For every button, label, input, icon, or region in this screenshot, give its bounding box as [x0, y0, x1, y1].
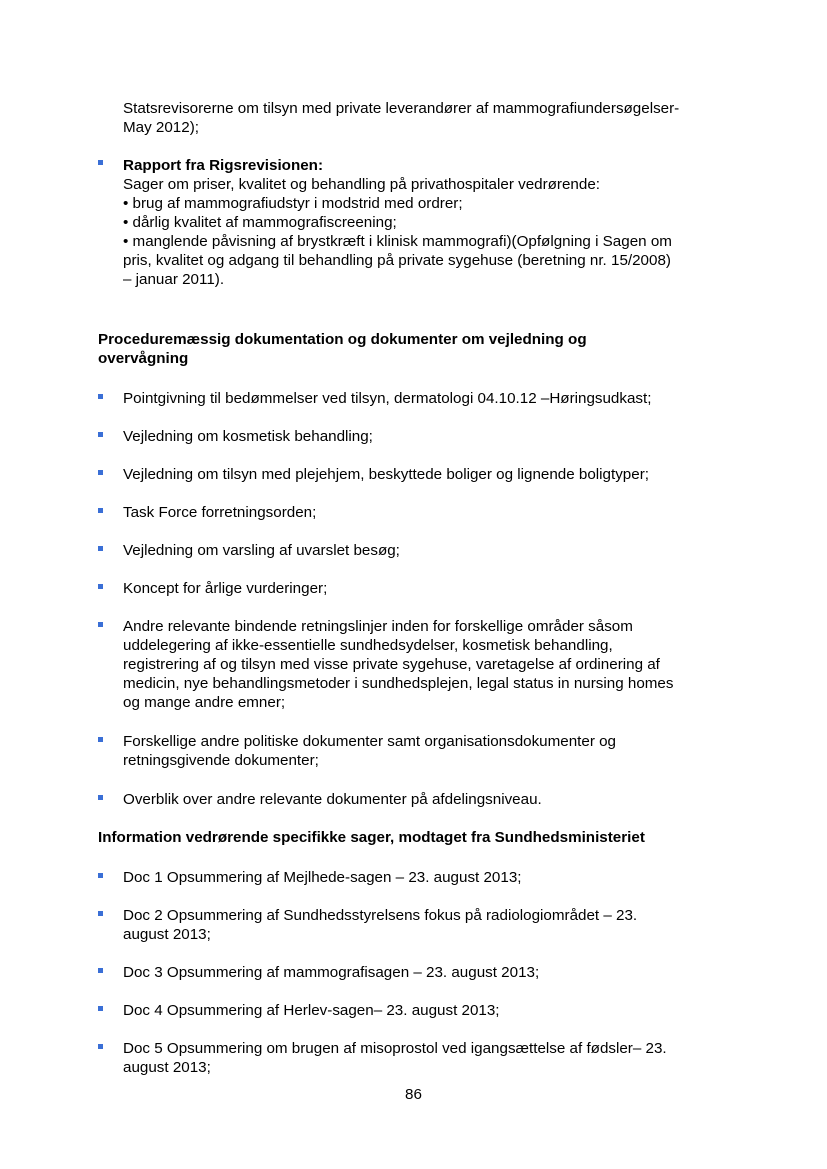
bullet-marker	[98, 1006, 103, 1011]
list-item: Vejledning om tilsyn med plejehjem, beskyttede boliger og lignende boligtyper;	[123, 466, 649, 483]
rigsrevisionen-line: • manglende påvisning af brystkræft i klinisk mammografi)(Opfølgning i Sagen om	[123, 233, 672, 250]
list-item: Overblik over andre relevante dokumenter på afdelingsniveau.	[123, 791, 542, 808]
list-item: uddelegering af ikke-essentielle sundhedsydelser, kosmetisk behandling,	[123, 637, 613, 654]
list-item: Doc 3 Opsummering af mammografisagen – 23. august 2013;	[123, 964, 540, 981]
list-item: Koncept for årlige vurderinger;	[123, 580, 328, 597]
rigsrevisionen-title: Rapport fra Rigsrevisionen:	[123, 157, 324, 174]
list-item: Task Force forretningsorden;	[123, 504, 317, 521]
intro-line: Statsrevisorerne om tilsyn med private leverandører af mammografiundersøgelser-	[123, 100, 680, 117]
rigsrevisionen-line: – januar 2011).	[123, 271, 225, 288]
bullet-marker	[98, 394, 103, 399]
bullet-marker	[98, 737, 103, 742]
list-item: og mange andre emner;	[123, 694, 286, 711]
list-item: august 2013;	[123, 1059, 211, 1076]
rigsrevisionen-line: • brug af mammografiudstyr i modstrid med ordrer;	[123, 195, 463, 212]
list-item: Vejledning om varsling af uvarslet besøg;	[123, 542, 400, 559]
list-item: medicin, nye behandlingsmetoder i sundhedsplejen, legal status in nursing homes	[123, 675, 674, 692]
section-heading: overvågning	[98, 350, 189, 367]
bullet-marker	[98, 470, 103, 475]
bullet-marker	[98, 622, 103, 627]
bullet-marker	[98, 795, 103, 800]
section-heading: Proceduremæssig dokumentation og dokumenter om vejledning og	[98, 331, 587, 348]
bullet-marker	[98, 873, 103, 878]
list-item: august 2013;	[123, 926, 211, 943]
list-item: retningsgivende dokumenter;	[123, 752, 319, 769]
rigsrevisionen-line: • dårlig kvalitet af mammografiscreening;	[123, 214, 397, 231]
list-item: Doc 1 Opsummering af Mejlhede-sagen – 23. august 2013;	[123, 869, 522, 886]
rigsrevisionen-line: Sager om priser, kvalitet og behandling på privathospitaler vedrørende:	[123, 176, 600, 193]
bullet-marker	[98, 432, 103, 437]
list-item: Forskellige andre politiske dokumenter samt organisationsdokumenter og	[123, 733, 617, 750]
list-item: Andre relevante bindende retningslinjer inden for forskellige områder såsom	[123, 618, 633, 635]
list-item: Doc 4 Opsummering af Herlev-sagen– 23. august 2013;	[123, 1002, 500, 1019]
bullet-marker	[98, 160, 103, 165]
bullet-marker	[98, 911, 103, 916]
section-heading: Information vedrørende specifikke sager, modtaget fra Sundhedsministeriet	[98, 829, 645, 846]
rigsrevisionen-line: pris, kvalitet og adgang til behandling på private sygehuse (beretning nr. 15/2008)	[123, 252, 671, 269]
bullet-marker	[98, 968, 103, 973]
bullet-marker	[98, 546, 103, 551]
intro-line: May 2012);	[123, 119, 199, 136]
list-item: registrering af og tilsyn med visse private sygehuse, varetagelse af ordinering af	[123, 656, 660, 673]
list-item: Doc 5 Opsummering om brugen af misoprostol ved igangsættelse af fødsler– 23.	[123, 1040, 667, 1057]
bullet-marker	[98, 584, 103, 589]
bullet-marker	[98, 508, 103, 513]
list-item: Pointgivning til bedømmelser ved tilsyn, dermatologi 04.10.12 –Høringsudkast;	[123, 390, 652, 407]
bullet-marker	[98, 1044, 103, 1049]
page-number: 86	[405, 1086, 422, 1103]
list-item: Vejledning om kosmetisk behandling;	[123, 428, 373, 445]
list-item: Doc 2 Opsummering af Sundhedsstyrelsens fokus på radiologiområdet – 23.	[123, 907, 638, 924]
